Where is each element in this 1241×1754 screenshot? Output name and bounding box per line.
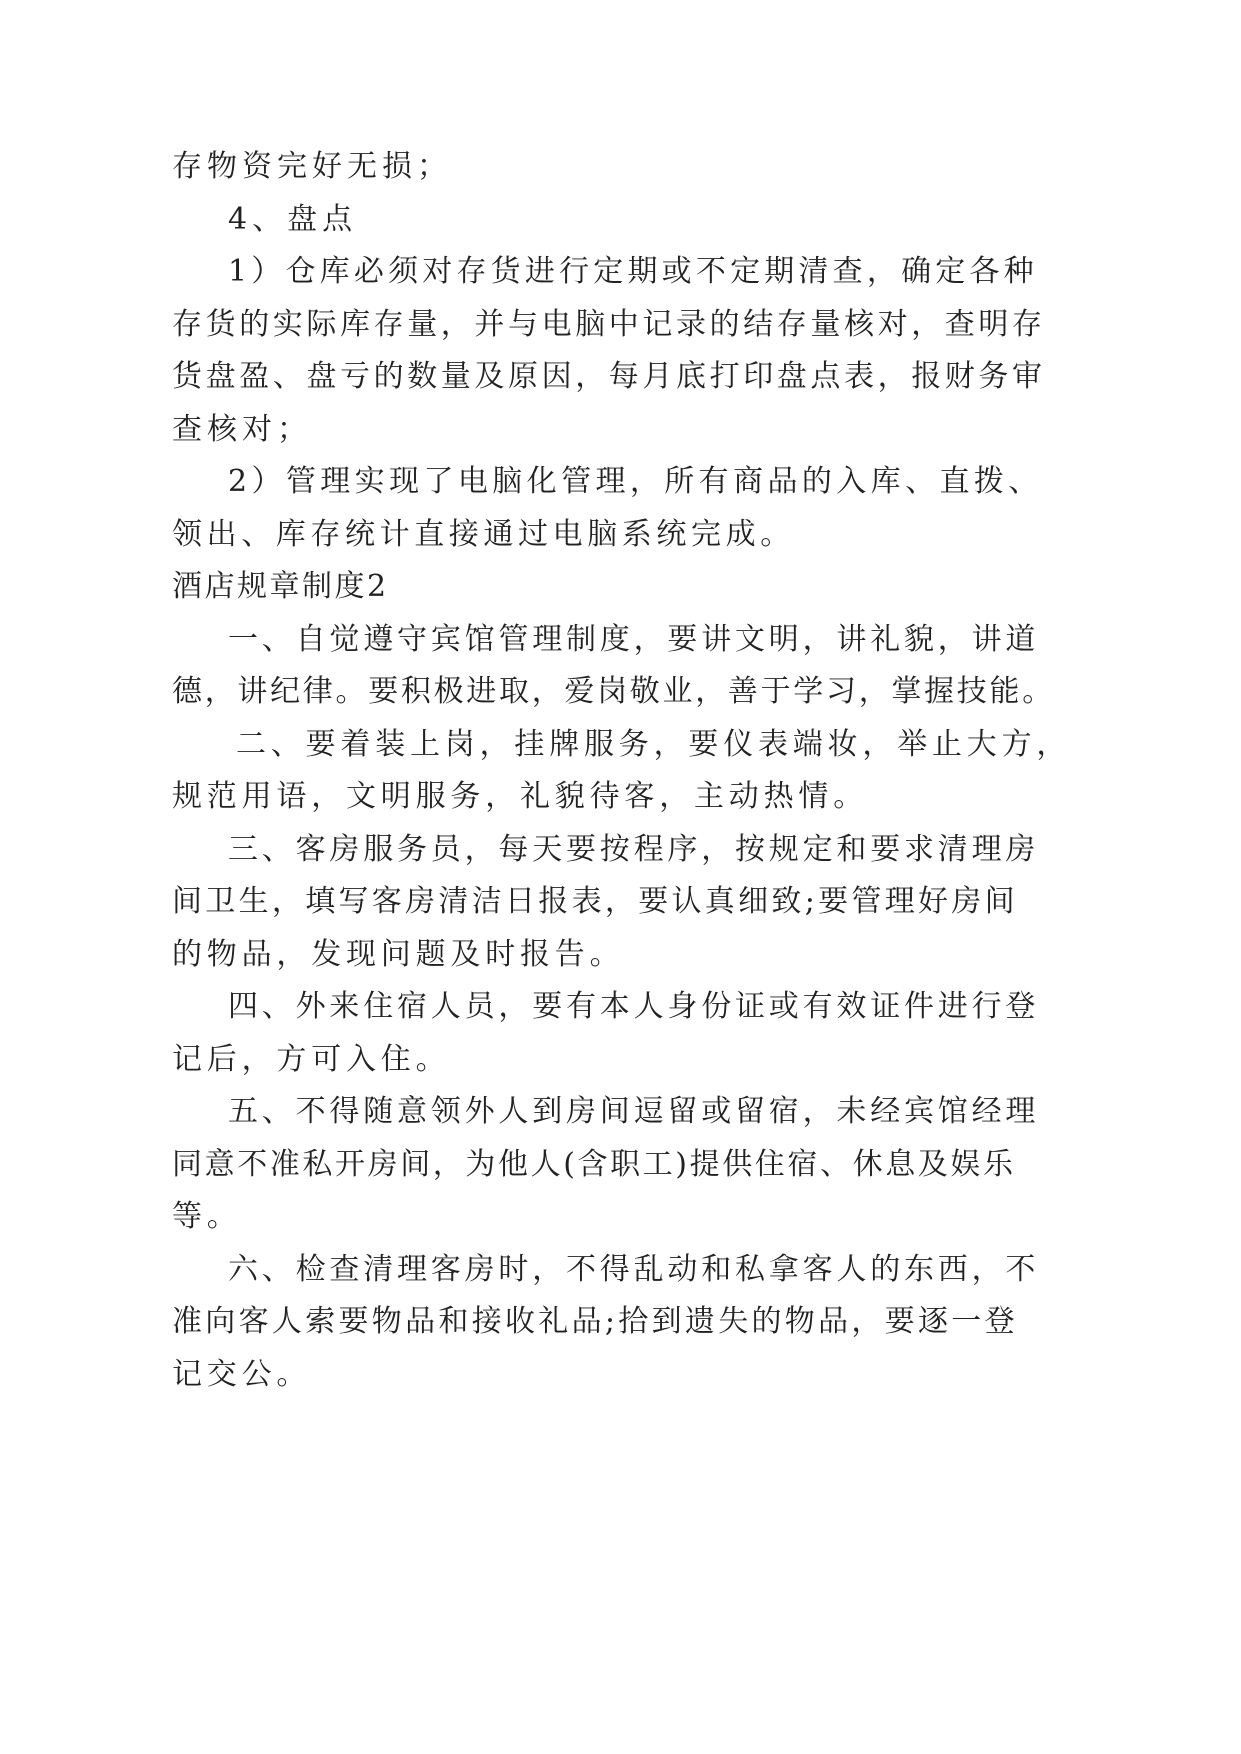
text-line-11: 德，讲纪律。要积极进取，爱岗敬业，善于学习，掌握技能。 [172, 674, 1055, 709]
text-line-13: 规范用语，文明服务，礼貌待客，主动热情。 [172, 779, 868, 814]
text-line-5: 货盘盈、盘亏的数量及原因，每月底打印盘点表，报财务审 [172, 359, 1046, 394]
text-line-7: 2）管理实现了电脑化管理，所有商品的入库、直拨、 [228, 464, 1043, 499]
text-line-22: 六、检查清理客房时，不得乱动和私拿客人的东西，不 [228, 1252, 1040, 1287]
text-line-21: 等。 [172, 1199, 242, 1234]
text-line-19: 五、不得随意领外人到房间逗留或留宿，未经宾馆经理 [228, 1094, 1040, 1129]
text-line-18: 记后，方可入住。 [172, 1042, 451, 1077]
text-line-12: 二、要着装上岗，挂牌服务，要仪表端妆，举止大方， [236, 727, 1072, 762]
text-line-24: 记交公。 [172, 1357, 312, 1392]
text-line-10: 一、自觉遵守宾馆管理制度，要讲文明，讲礼貌，讲道 [228, 622, 1040, 657]
text-line-6: 查核对； [172, 412, 312, 447]
section-heading: 酒店规章制度2 [172, 569, 389, 604]
text-line-20: 同意不准私开房间，为他人(含职工)提供住宿、休息及娱乐 [172, 1147, 1016, 1182]
text-line-16: 的物品，发现问题及时报告。 [172, 937, 625, 972]
text-line-14: 三、客房服务员，每天要按程序，按规定和要求清理房 [228, 832, 1040, 867]
text-line-1: 存物资完好无损； [172, 149, 452, 184]
text-line-15: 间卫生，填写客房清洁日报表，要认真细致;要管理好房间 [172, 884, 1018, 919]
text-line-8: 领出、库存统计直接通过电脑系统完成。 [172, 517, 795, 552]
text-line-2: 4、盘点 [228, 202, 358, 237]
text-line-3: 1）仓库必须对存货进行定期或不定期清查，确定各种 [228, 254, 1038, 289]
text-line-17: 四、外来住宿人员，要有本人身份证或有效证件进行登 [228, 989, 1040, 1024]
text-line-4: 存货的实际库存量，并与电脑中记录的结存量核对，查明存 [172, 307, 1046, 342]
text-line-23: 准向客人索要物品和接收礼品;拾到遗失的物品，要逐一登 [172, 1304, 1018, 1339]
